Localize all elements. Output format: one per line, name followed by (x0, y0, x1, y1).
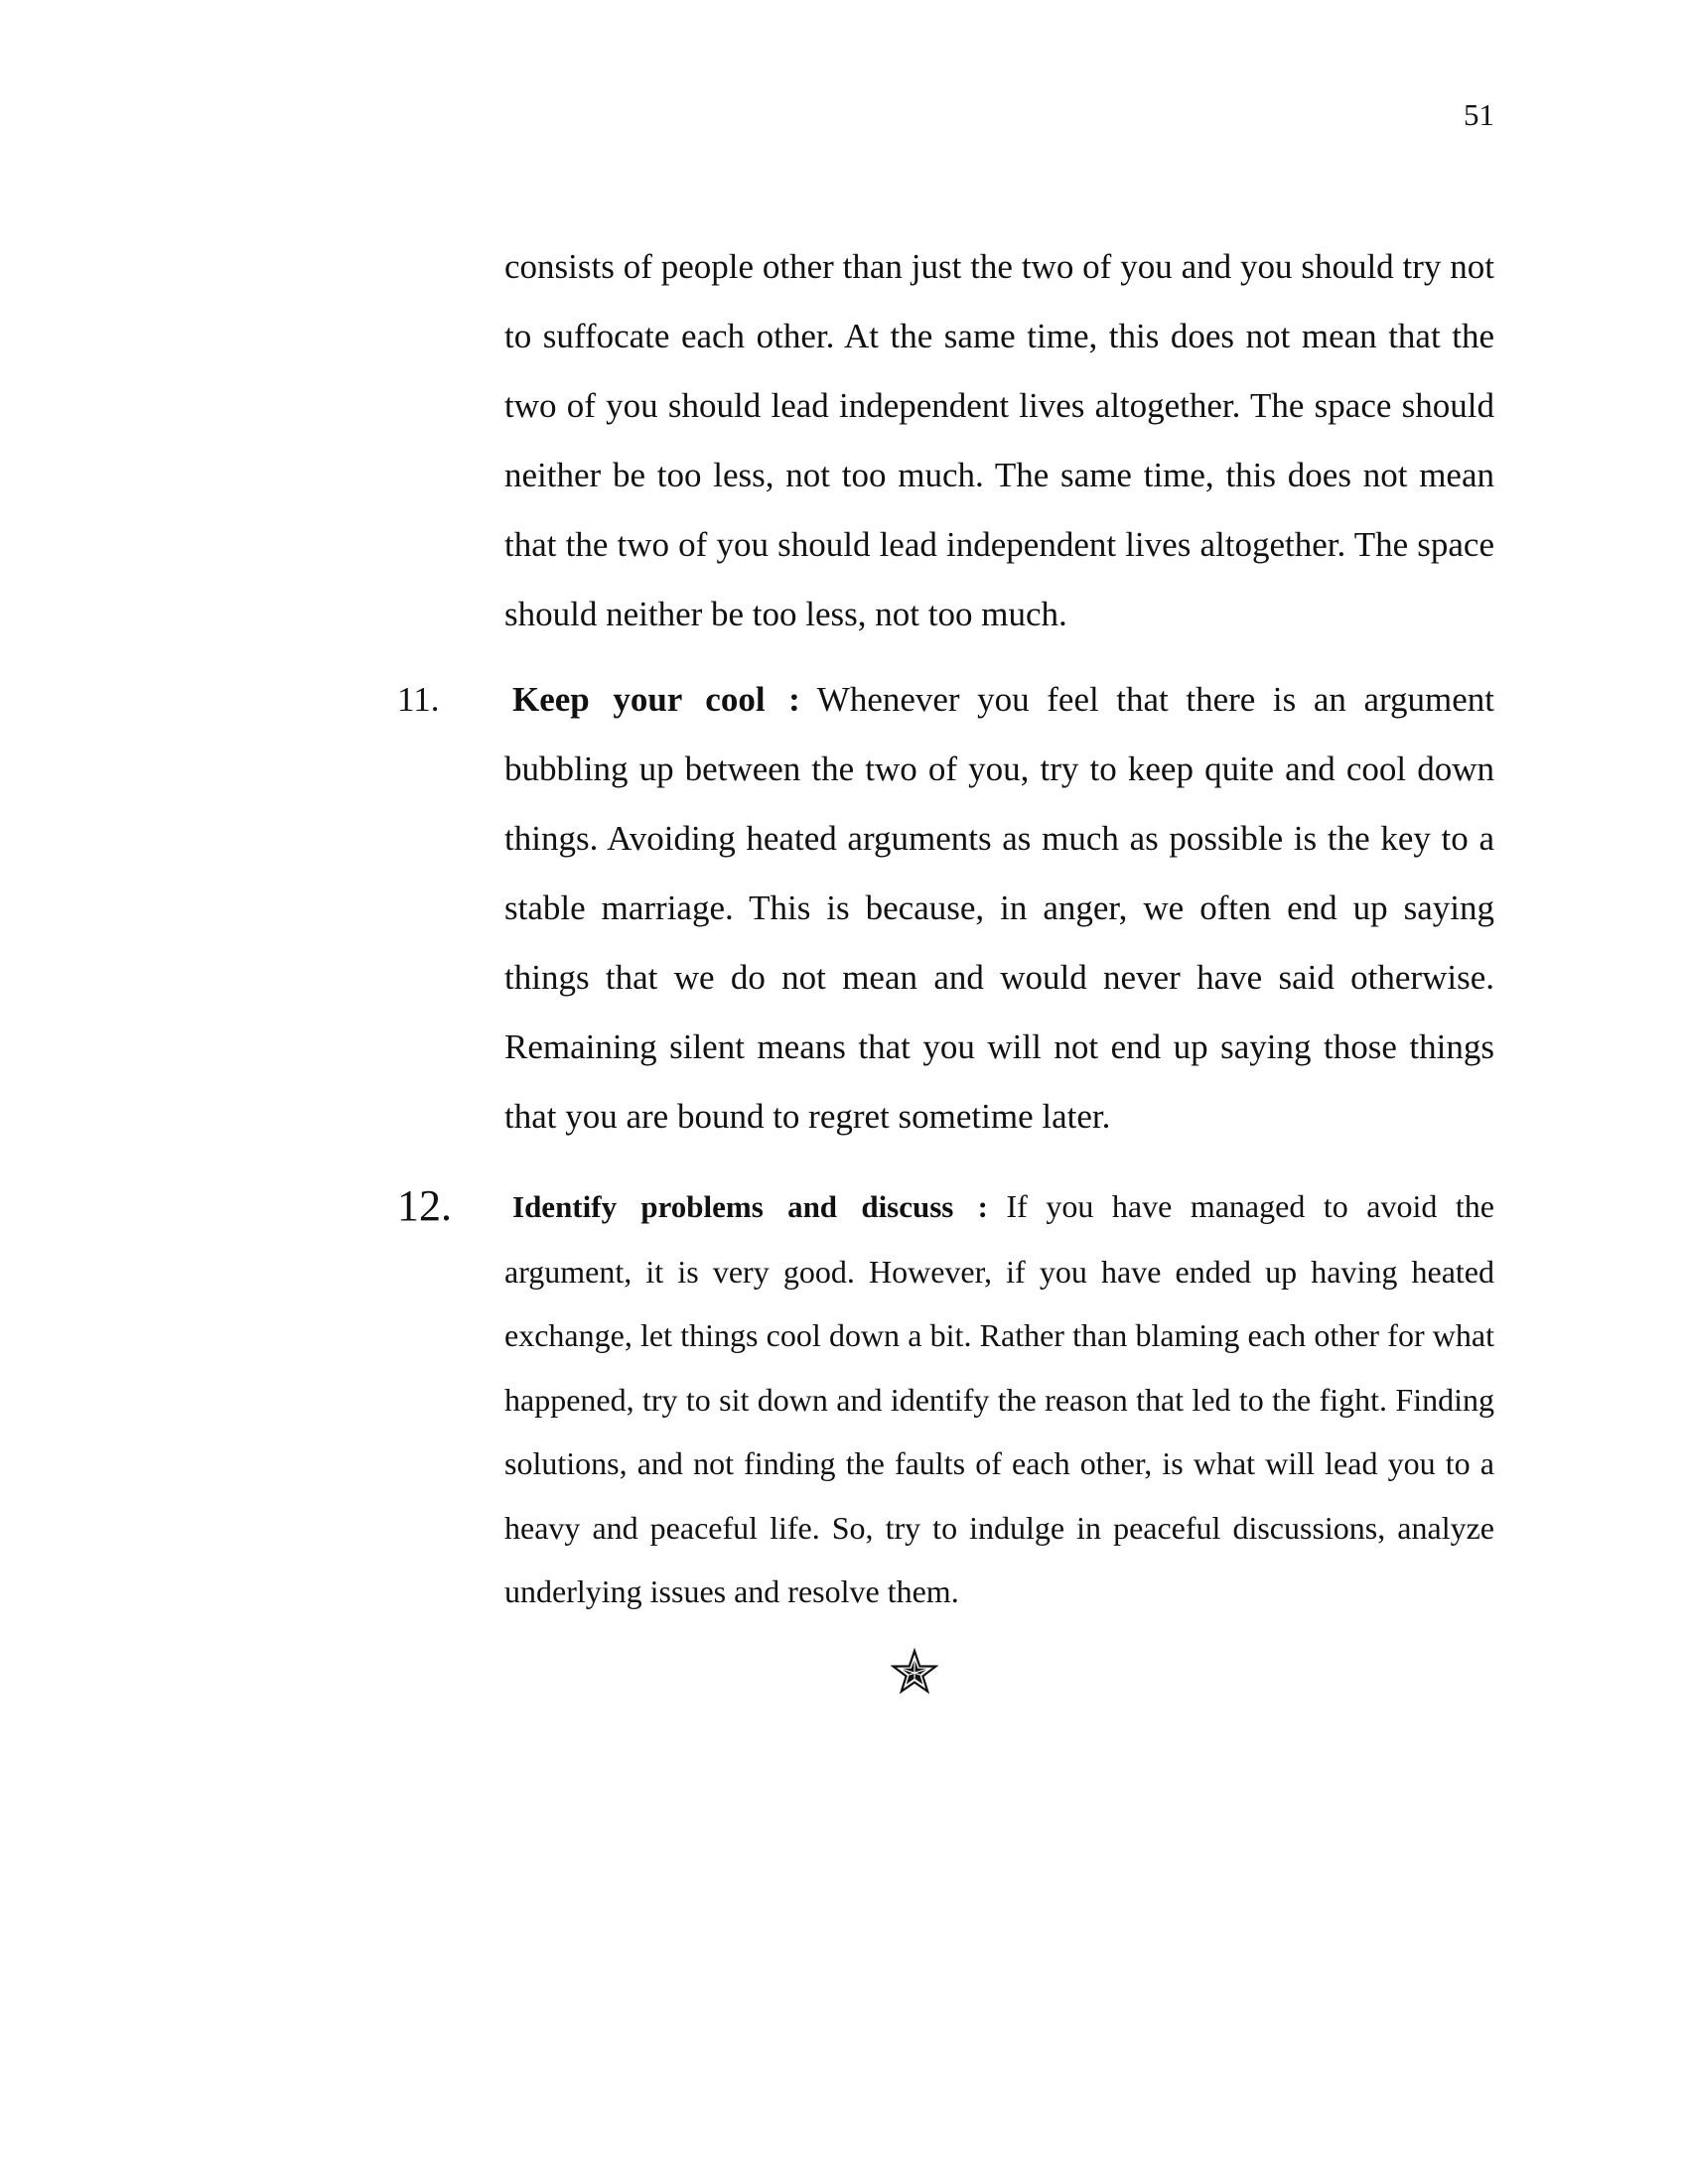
star-icon (891, 1648, 938, 1696)
item-title: Keep your cool : (512, 680, 800, 719)
item-number: 11. (397, 680, 440, 719)
page-number: 51 (1464, 97, 1494, 132)
item-text: Whenever you feel that there is an argument bubbling up between the two of you, try to keep quite and cool down things. Avoiding heated arguments as much as possible is the key to a stable marriage. This is because, in anger, we often end up saying things that we do not mean and would never have said otherwise. Remaining silent means that you will not end up saying those things that you are bound to regret sometime later. (504, 680, 1494, 1136)
list-item (504, 665, 1494, 1152)
item-title: Identify problems and discuss : (512, 1189, 988, 1224)
list-item (504, 1174, 1494, 1624)
item-text: If you have managed to avoid the argument, it is very good. However, if you have ended up having heated exchange, let things cool down a bit. Rather than blaming each other for what happened, try to sit down and identify the reason that led to the fight. Finding solutions, and not finding the faults of each other, is what will lead you to a heavy and peaceful life. So, try to indulge in peaceful discussions, analyze underlying issues and resolve them. (504, 1188, 1494, 1609)
continuation-paragraph: consists of people other than just the two of you and you should try not to suffocate each other. At the same time, this does not mean that the two of you should lead independent lives altogether. The space should neither be too less, not too much. The same time, this does not mean that the two of you should lead independent lives altogether. The space should neither be too less, not too much. (504, 247, 1494, 633)
item-number: 12. (397, 1181, 452, 1230)
